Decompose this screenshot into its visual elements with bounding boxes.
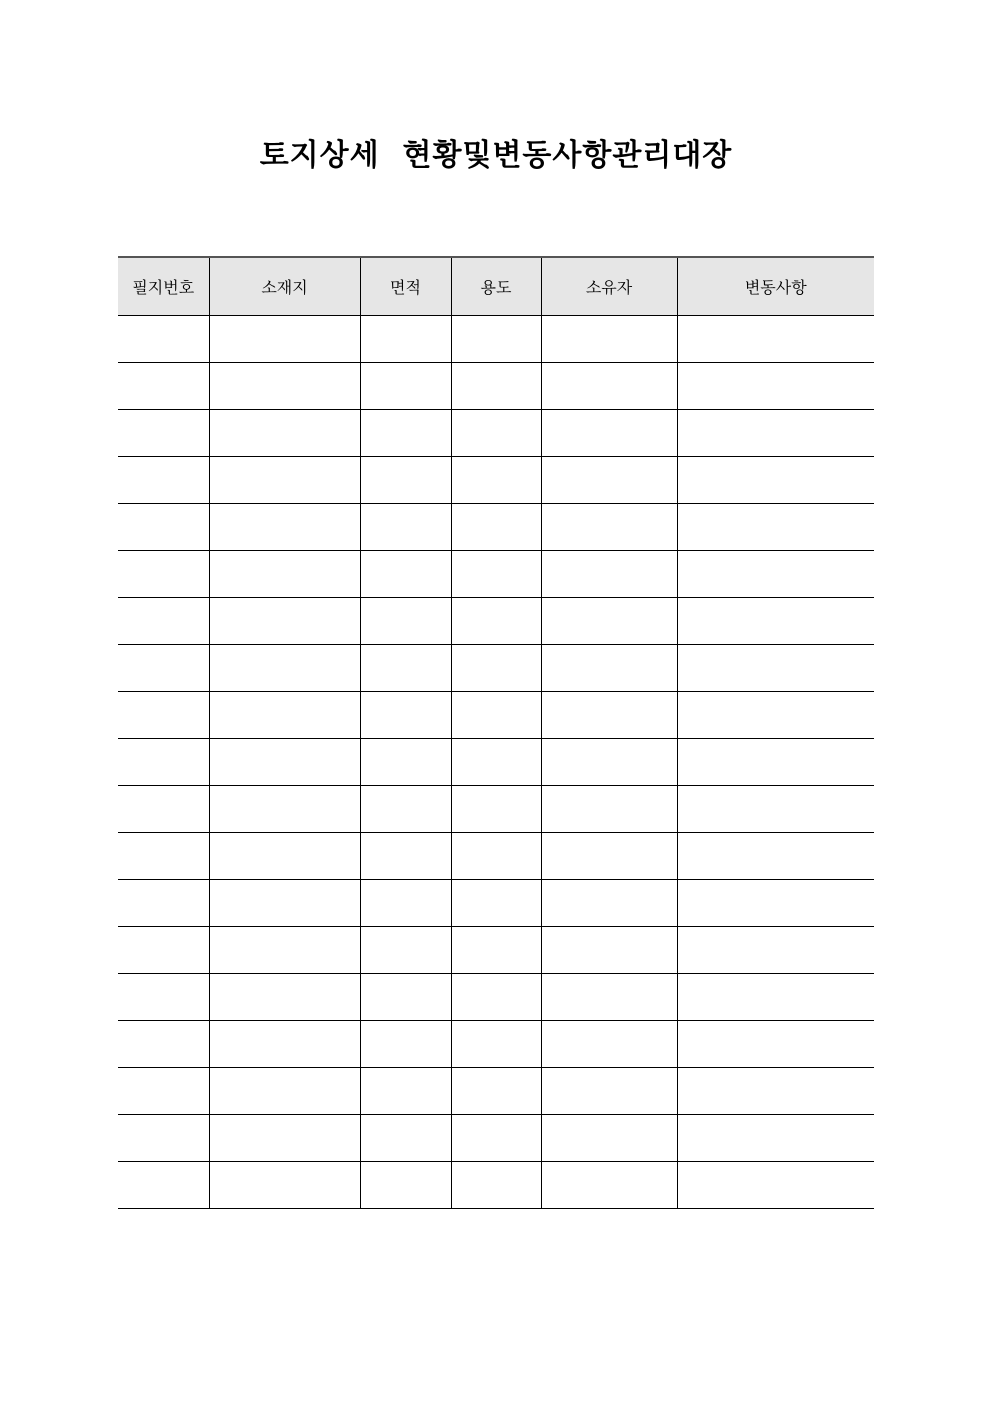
owner-cell[interactable] [541, 786, 677, 833]
location-cell[interactable] [209, 1162, 360, 1209]
owner-cell[interactable] [541, 833, 677, 880]
owner-cell[interactable] [541, 739, 677, 786]
parcel-number-cell[interactable] [118, 786, 209, 833]
changes-cell[interactable] [677, 363, 874, 410]
land-use-cell[interactable] [451, 1115, 541, 1162]
land-use-cell[interactable] [451, 974, 541, 1021]
location-cell[interactable] [209, 410, 360, 457]
owner-cell[interactable] [541, 645, 677, 692]
table-row [118, 1162, 874, 1209]
area-cell[interactable] [360, 504, 451, 551]
owner-cell[interactable] [541, 974, 677, 1021]
owner-cell[interactable] [541, 316, 677, 363]
land-use-cell[interactable] [451, 927, 541, 974]
land-use-cell[interactable] [451, 457, 541, 504]
area-cell[interactable] [360, 786, 451, 833]
location-cell[interactable] [209, 457, 360, 504]
land-use-cell[interactable] [451, 786, 541, 833]
land-use-cell[interactable] [451, 410, 541, 457]
area-cell[interactable] [360, 692, 451, 739]
table-row [118, 739, 874, 786]
parcel-number-cell[interactable] [118, 880, 209, 927]
land-use-cell[interactable] [451, 692, 541, 739]
land-use-cell[interactable] [451, 316, 541, 363]
area-cell[interactable] [360, 316, 451, 363]
owner-cell[interactable] [541, 1021, 677, 1068]
table-row [118, 410, 874, 457]
owner-cell[interactable] [541, 410, 677, 457]
table-row [118, 457, 874, 504]
location-cell[interactable] [209, 363, 360, 410]
owner-cell[interactable] [541, 598, 677, 645]
table-row [118, 363, 874, 410]
area-cell[interactable] [360, 880, 451, 927]
location-cell[interactable] [209, 786, 360, 833]
area-cell[interactable] [360, 551, 451, 598]
location-cell[interactable] [209, 598, 360, 645]
header-land-use: 용도 [451, 257, 541, 316]
land-use-cell[interactable] [451, 739, 541, 786]
parcel-number-cell[interactable] [118, 504, 209, 551]
table-body [118, 316, 874, 1209]
location-cell[interactable] [209, 316, 360, 363]
owner-cell[interactable] [541, 692, 677, 739]
table-row [118, 1021, 874, 1068]
owner-cell[interactable] [541, 927, 677, 974]
location-cell[interactable] [209, 692, 360, 739]
changes-cell[interactable] [677, 927, 874, 974]
changes-cell[interactable] [677, 457, 874, 504]
location-cell[interactable] [209, 504, 360, 551]
changes-cell[interactable] [677, 786, 874, 833]
land-use-cell[interactable] [451, 598, 541, 645]
parcel-number-cell[interactable] [118, 927, 209, 974]
land-use-cell[interactable] [451, 645, 541, 692]
table-row [118, 786, 874, 833]
parcel-number-cell[interactable] [118, 974, 209, 1021]
area-cell[interactable] [360, 363, 451, 410]
area-cell[interactable] [360, 410, 451, 457]
table-row [118, 833, 874, 880]
area-cell[interactable] [360, 1068, 451, 1115]
parcel-number-cell[interactable] [118, 363, 209, 410]
location-cell[interactable] [209, 833, 360, 880]
land-use-cell[interactable] [451, 1021, 541, 1068]
changes-cell[interactable] [677, 1115, 874, 1162]
page-title: 토지상세 현황및변동사항관리대장 [259, 138, 733, 173]
area-cell[interactable] [360, 739, 451, 786]
area-cell[interactable] [360, 598, 451, 645]
table-row [118, 1115, 874, 1162]
parcel-number-cell[interactable] [118, 833, 209, 880]
header-area: 면적 [360, 257, 451, 316]
changes-cell[interactable] [677, 410, 874, 457]
changes-cell[interactable] [677, 645, 874, 692]
table-row [118, 1068, 874, 1115]
changes-cell[interactable] [677, 880, 874, 927]
parcel-number-cell[interactable] [118, 692, 209, 739]
parcel-number-cell[interactable] [118, 739, 209, 786]
land-use-cell[interactable] [451, 1162, 541, 1209]
table-row [118, 692, 874, 739]
location-cell[interactable] [209, 880, 360, 927]
parcel-number-cell[interactable] [118, 1068, 209, 1115]
land-use-cell[interactable] [451, 504, 541, 551]
location-cell[interactable] [209, 1021, 360, 1068]
area-cell[interactable] [360, 833, 451, 880]
header-parcel-number: 필지번호 [118, 257, 209, 316]
land-use-cell[interactable] [451, 551, 541, 598]
changes-cell[interactable] [677, 1162, 874, 1209]
table-row [118, 927, 874, 974]
table-row [118, 880, 874, 927]
changes-cell[interactable] [677, 1021, 874, 1068]
owner-cell[interactable] [541, 504, 677, 551]
location-cell[interactable] [209, 1115, 360, 1162]
owner-cell[interactable] [541, 1162, 677, 1209]
table-row [118, 598, 874, 645]
parcel-number-cell[interactable] [118, 1115, 209, 1162]
changes-cell[interactable] [677, 551, 874, 598]
land-ledger-table [118, 256, 874, 1209]
table-header-row [118, 257, 874, 316]
owner-cell[interactable] [541, 457, 677, 504]
location-cell[interactable] [209, 551, 360, 598]
changes-cell[interactable] [677, 692, 874, 739]
area-cell[interactable] [360, 1162, 451, 1209]
parcel-number-cell[interactable] [118, 410, 209, 457]
area-cell[interactable] [360, 974, 451, 1021]
table-row [118, 504, 874, 551]
area-cell[interactable] [360, 927, 451, 974]
changes-cell[interactable] [677, 316, 874, 363]
table-row [118, 316, 874, 363]
owner-cell[interactable] [541, 1068, 677, 1115]
header-changes: 변동사항 [677, 257, 874, 316]
parcel-number-cell[interactable] [118, 316, 209, 363]
land-use-cell[interactable] [451, 363, 541, 410]
location-cell[interactable] [209, 1068, 360, 1115]
area-cell[interactable] [360, 457, 451, 504]
parcel-number-cell[interactable] [118, 1021, 209, 1068]
parcel-number-cell[interactable] [118, 551, 209, 598]
owner-cell[interactable] [541, 880, 677, 927]
header-location: 소재지 [209, 257, 360, 316]
area-cell[interactable] [360, 645, 451, 692]
area-cell[interactable] [360, 1115, 451, 1162]
changes-cell[interactable] [677, 974, 874, 1021]
changes-cell[interactable] [677, 833, 874, 880]
owner-cell[interactable] [541, 551, 677, 598]
area-cell[interactable] [360, 1021, 451, 1068]
location-cell[interactable] [209, 927, 360, 974]
owner-cell[interactable] [541, 1115, 677, 1162]
land-use-cell[interactable] [451, 833, 541, 880]
table-row [118, 551, 874, 598]
changes-cell[interactable] [677, 504, 874, 551]
parcel-number-cell[interactable] [118, 645, 209, 692]
parcel-number-cell[interactable] [118, 457, 209, 504]
land-use-cell[interactable] [451, 880, 541, 927]
changes-cell[interactable] [677, 1068, 874, 1115]
location-cell[interactable] [209, 739, 360, 786]
changes-cell[interactable] [677, 598, 874, 645]
changes-cell[interactable] [677, 739, 874, 786]
parcel-number-cell[interactable] [118, 1162, 209, 1209]
header-owner: 소유자 [541, 257, 677, 316]
location-cell[interactable] [209, 645, 360, 692]
owner-cell[interactable] [541, 363, 677, 410]
table-row [118, 974, 874, 1021]
location-cell[interactable] [209, 974, 360, 1021]
parcel-number-cell[interactable] [118, 598, 209, 645]
table-row [118, 645, 874, 692]
land-use-cell[interactable] [451, 1068, 541, 1115]
